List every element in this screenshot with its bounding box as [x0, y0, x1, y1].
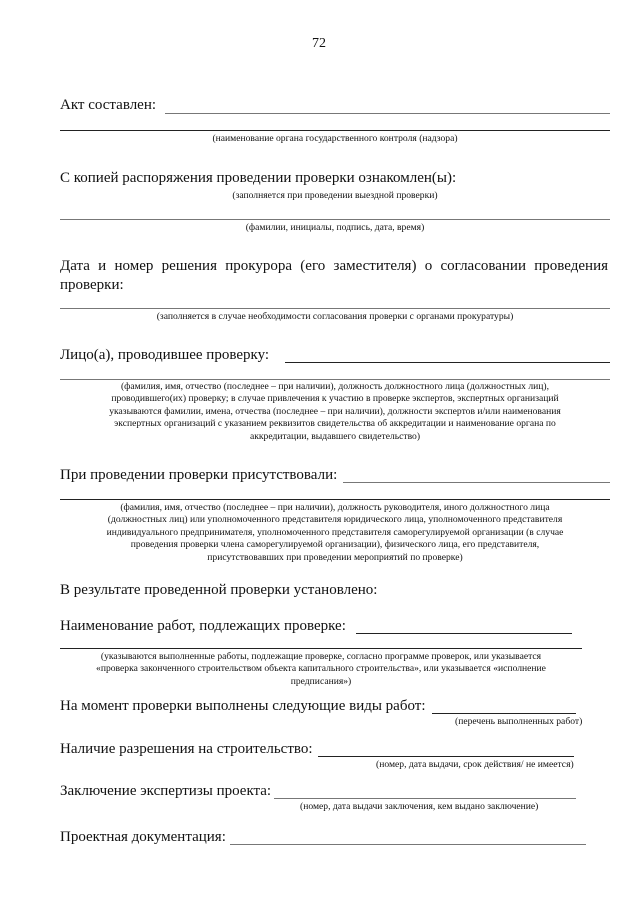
razreshenie-label: Наличие разрешения на строительство:	[60, 741, 313, 757]
litso-label: Лицо(а), проводившее проверку:	[60, 347, 270, 363]
akt-underline	[60, 130, 610, 131]
vidy-rabot-hint: (перечень выполненных работ)	[455, 716, 583, 727]
litso-hint: (фамилия, имя, отчество (последнее – при наличии), должность должностного лица (должностных лиц), проводившего(их) проверку; в случае привлечения к участию в проверке экспертов, экспертных организаций указываются фамилии, имена, отчества (последнее – при наличии), должности экспертов и/или наименования экспертных организаций с указанием реквизитов свидетельства об аккредитации и наименование органа по аккредитации, выдавшего свидетельство)	[109, 381, 561, 442]
data-resheniya-hint: (заполняется в случае необходимости согласования проверки с органами прокуратуры)	[156, 311, 514, 322]
page-number: 72	[312, 36, 326, 51]
litso-underline	[60, 379, 610, 380]
razreshenie-hint: (номер, дата выдачи, срок действия/ не имеется)	[376, 759, 574, 770]
razreshenie-input-line[interactable]	[318, 756, 574, 757]
akt-label: Акт составлен:	[60, 97, 157, 113]
kopiya-hint: (фамилии, инициалы, подпись, дата, время)	[245, 222, 425, 233]
kopiya-label: С копией распоряжения проведении проверки ознакомлен(ы):	[60, 170, 457, 186]
proektnaya-label: Проектная документация:	[60, 829, 226, 845]
prisutstvovali-hint: (фамилия, имя, отчество (последнее – при наличии), должность руководителя, иного должностного лица (должностных лиц) или уполномоченного представителя юридического лица, уполномоченного представителя индивидуального предпринимателя, уполномоченного представителя саморегулируемой организации (в случае проведения проверки члена саморегулируемой организации), физического лица, его представителя, присутствовавших при проведении мероприятий по проверке)	[106, 502, 564, 563]
naimenovanie-rabot-label: Наименование работ, подлежащих проверке:	[60, 618, 346, 634]
ekspertiza-input-line[interactable]	[274, 798, 576, 799]
prisutstvovali-label: При проведении проверки присутствовали:	[60, 467, 338, 483]
rezultat-label: В результате проведенной проверки установлено:	[60, 582, 378, 598]
prisutstvovali-underline	[60, 499, 610, 500]
ekspertiza-label: Заключение экспертизы проекта:	[60, 783, 272, 799]
akt-hint: (наименование органа государственного контроля (надзора)	[212, 133, 458, 144]
naimenovanie-rabot-hint: (указываются выполненные работы, подлежащие проверке, согласно программе проверок, или указывается «проверка законченного строительством объекта капитального строительства», или указывается «исполнение предписания»)	[96, 651, 546, 687]
data-resheniya-label-line2: проверки:	[60, 277, 124, 293]
naimenovanie-rabot-input-line[interactable]	[356, 633, 572, 634]
ekspertiza-hint: (номер, дата выдачи заключения, кем выдано заключение)	[300, 801, 539, 812]
data-resheniya-input-line[interactable]	[60, 308, 610, 309]
akt-input-line[interactable]	[165, 113, 610, 114]
kopiya-input-line[interactable]	[60, 219, 610, 220]
litso-input-line[interactable]	[285, 362, 610, 363]
vidy-rabot-label: На момент проверки выполнены следующие виды работ:	[60, 698, 426, 714]
prisutstvovali-input-line[interactable]	[343, 482, 610, 483]
kopiya-note: (заполняется при проведении выездной проверки)	[232, 190, 438, 201]
naimenovanie-rabot-underline	[60, 648, 582, 649]
data-resheniya-label-line1: Дата и номер решения прокурора (его заместителя) о согласовании проведения	[60, 258, 608, 274]
vidy-rabot-input-line[interactable]	[432, 713, 576, 714]
proektnaya-input-line[interactable]	[230, 844, 586, 845]
